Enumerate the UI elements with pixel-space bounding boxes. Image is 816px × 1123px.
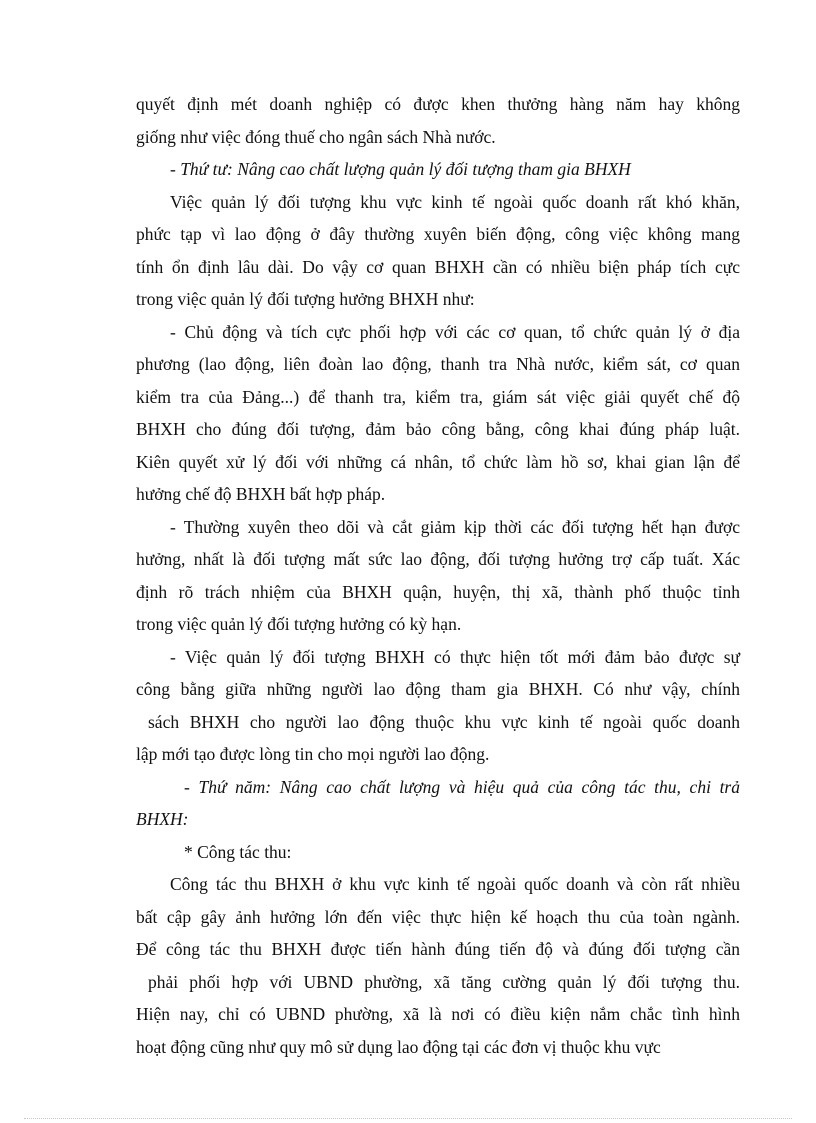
- text-line: Công tác thu BHXH ở khu vực kinh tế ngoài quốc doanh và còn rất nhiều: [170, 874, 740, 894]
- text-line: - Chủ động và tích cực phối hợp với các cơ quan, tổ chức quản lý ở địa: [170, 321, 740, 342]
- section-heading: BHXH:: [136, 809, 189, 829]
- text-line: hưởng, nhất là đối tượng mất sức lao động, đối tượng hưởng trợ cấp tuất. Xác: [136, 549, 740, 569]
- text-line: Kiên quyết xử lý đối với những cá nhân, tổ chức làm hồ sơ, khai gian lận để: [136, 451, 740, 472]
- text-line: định rõ trách nhiệm của BHXH quận, huyện, thị xã, thành phố thuộc tỉnh: [136, 581, 740, 602]
- document-page: [136, 88, 740, 1063]
- section-heading: - Thứ tư: Nâng cao chất lượng quản lý đối tượng tham gia BHXH: [170, 159, 631, 179]
- text-line: Hiện nay, chỉ có UBND phường, xã là nơi có điều kiện nắm chắc tình hình: [136, 1004, 740, 1024]
- text-line: phức tạp vì lao động ở đây thường xuyên biến động, công việc không mang: [136, 224, 740, 244]
- text-line: sách BHXH cho người lao động thuộc khu vực kinh tế ngoài quốc doanh: [148, 711, 740, 732]
- text-line: - Việc quản lý đối tượng BHXH có thực hiện tốt mới đảm bảo được sự: [170, 646, 740, 667]
- text-line: công bằng giữa những người lao động tham gia BHXH. Có như vậy, chính: [136, 679, 740, 699]
- subheading: * Công tác thu:: [184, 841, 292, 862]
- text-line: quyết định mét doanh nghiệp có được khen thưởng hàng năm hay không: [136, 94, 740, 114]
- text-line: Để công tác thu BHXH được tiến hành đúng tiến độ và đúng đối tượng cần: [136, 939, 740, 959]
- text-line: lập mới tạo được lòng tin cho mọi người lao động.: [136, 744, 490, 764]
- page-bottom-rule: [24, 1118, 792, 1119]
- text-line: bất cập gây ảnh hưởng lớn đến việc thực hiện kế hoạch thu của toàn ngành.: [136, 906, 740, 927]
- text-line: kiểm tra của Đảng...) để thanh tra, kiểm tra, giám sát việc giải quyết chế độ: [136, 386, 740, 407]
- text-line: tính ổn định lâu dài. Do vậy cơ quan BHXH cần có nhiều biện pháp tích cực: [136, 256, 740, 277]
- text-line: giống như việc đóng thuế cho ngân sách Nhà nước.: [136, 126, 496, 147]
- text-line: hưởng chế độ BHXH bất hợp pháp.: [136, 484, 386, 504]
- text-line: trong việc quản lý đối tượng hưởng BHXH như:: [136, 289, 475, 309]
- text-line: - Thường xuyên theo dõi và cắt giảm kịp thời các đối tượng hết hạn được: [170, 516, 740, 537]
- text-line: phải phối hợp với UBND phường, xã tăng cường quản lý đối tượng thu.: [148, 971, 740, 992]
- text-line: hoạt động cũng như quy mô sử dụng lao động tại các đơn vị thuộc khu vực: [136, 1036, 661, 1057]
- section-heading: - Thứ năm: Nâng cao chất lượng và hiệu quả của công tác thu, chi trả: [184, 776, 740, 797]
- text-line: trong việc quản lý đối tượng hưởng có kỳ hạn.: [136, 614, 462, 634]
- text-line: BHXH cho đúng đối tượng, đảm bảo công bằng, công khai đúng pháp luật.: [136, 419, 740, 439]
- text-line: Việc quản lý đối tượng khu vực kinh tế ngoài quốc doanh rất khó khăn,: [170, 191, 740, 212]
- text-line: phương (lao động, liên đoàn lao động, thanh tra Nhà nước, kiểm sát, cơ quan: [136, 354, 740, 374]
